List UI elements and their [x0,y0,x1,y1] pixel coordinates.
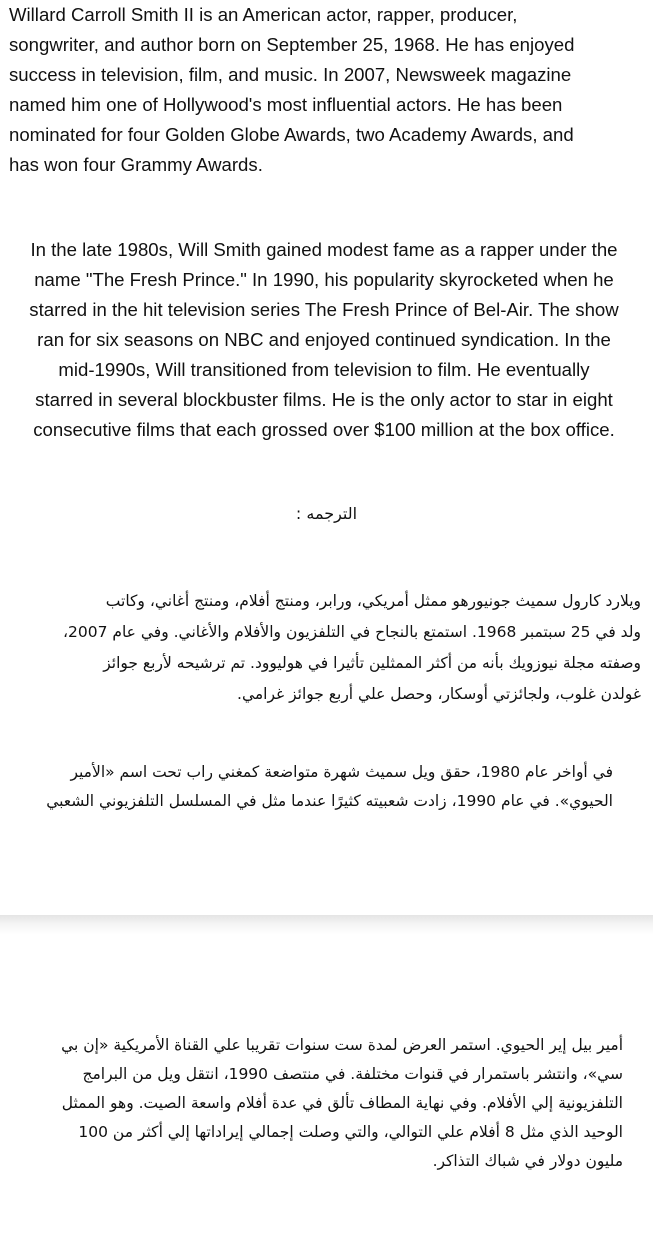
arabic-paragraph-biography: ويلارد كارول سميث جونيورهو ممثل أمريكي، ورابر، ومنتج أفلام، ومنتج أغاني، وكاتب ولد في 25 سبتمبر 1968. استمتع بالنجاح في التلفزيون والأفلام والأغاني. وفي عام 2007، وصفته مجلة نيوزويك بأنه من أكثر الممثلين تأثيرا في هوليوود. تم ترشيحه لأربع جوائز غولدن غلوب، ولجائزتي أوسكار، وحصل علي أربع جوائز غرامي. [62,592,641,703]
english-paragraph-biography: Willard Carroll Smith II is an American actor, rapper, producer, songwriter, and author born on September 25, 1968. He has enjoyed success in television, film, and music. In 2007, Newsweek magazine named him one of Hollywood's most influential actors. He has been nominated for four Golden Globe Awards, two Academy Awards, and has won four Grammy Awards. [9,4,575,175]
arabic-paragraph-career-continued: أمير بيل إير الحيوي. استمر العرض لمدة ست سنوات تقريبا علي القناة الأمريكية «إن بي سي»، وانتشر باستمرار في قنوات مختلفة. في منتصف 1990، انتقل ويل من البرامج التلفزيونية إلي الأفلام. وفي نهاية المطاف تألق في عدة أفلام واسعة الصيت. وهو الممثل الوحيد الذي مثل 8 أفلام علي التوالي، والتي وصلت إجمالي إيراداتها إلي أكثر من 100 مليون دولار في شباك التذاكر. [61,1036,623,1170]
translation-heading: الترجمه : [295,504,358,523]
arabic-paragraph-career-start: في أواخر عام 1980، حقق ويل سميث شهرة متواضعة كمغني راب تحت اسم «الأمير الحيوي». في عام 1990، زادت شعبيته كثيرًا عندما مثل في المسلسل التلفزيوني الشعبي [46,763,613,810]
english-paragraph-career: In the late 1980s, Will Smith gained modest fame as a rapper under the name "The Fresh Prince." In 1990, his popularity skyrocketed when he starred in the hit television series The Fresh Prince of Bel-Air. The show ran for six seasons on NBC and enjoyed continued syndication. In the mid-1990s, Will transitioned from television to film. He eventually starred in several blockbuster films. He is the only actor to star in eight consecutive films that each grossed over $100 million at the box office. [29,239,619,440]
page-break [0,915,653,935]
document-page-2 [0,935,653,1252]
